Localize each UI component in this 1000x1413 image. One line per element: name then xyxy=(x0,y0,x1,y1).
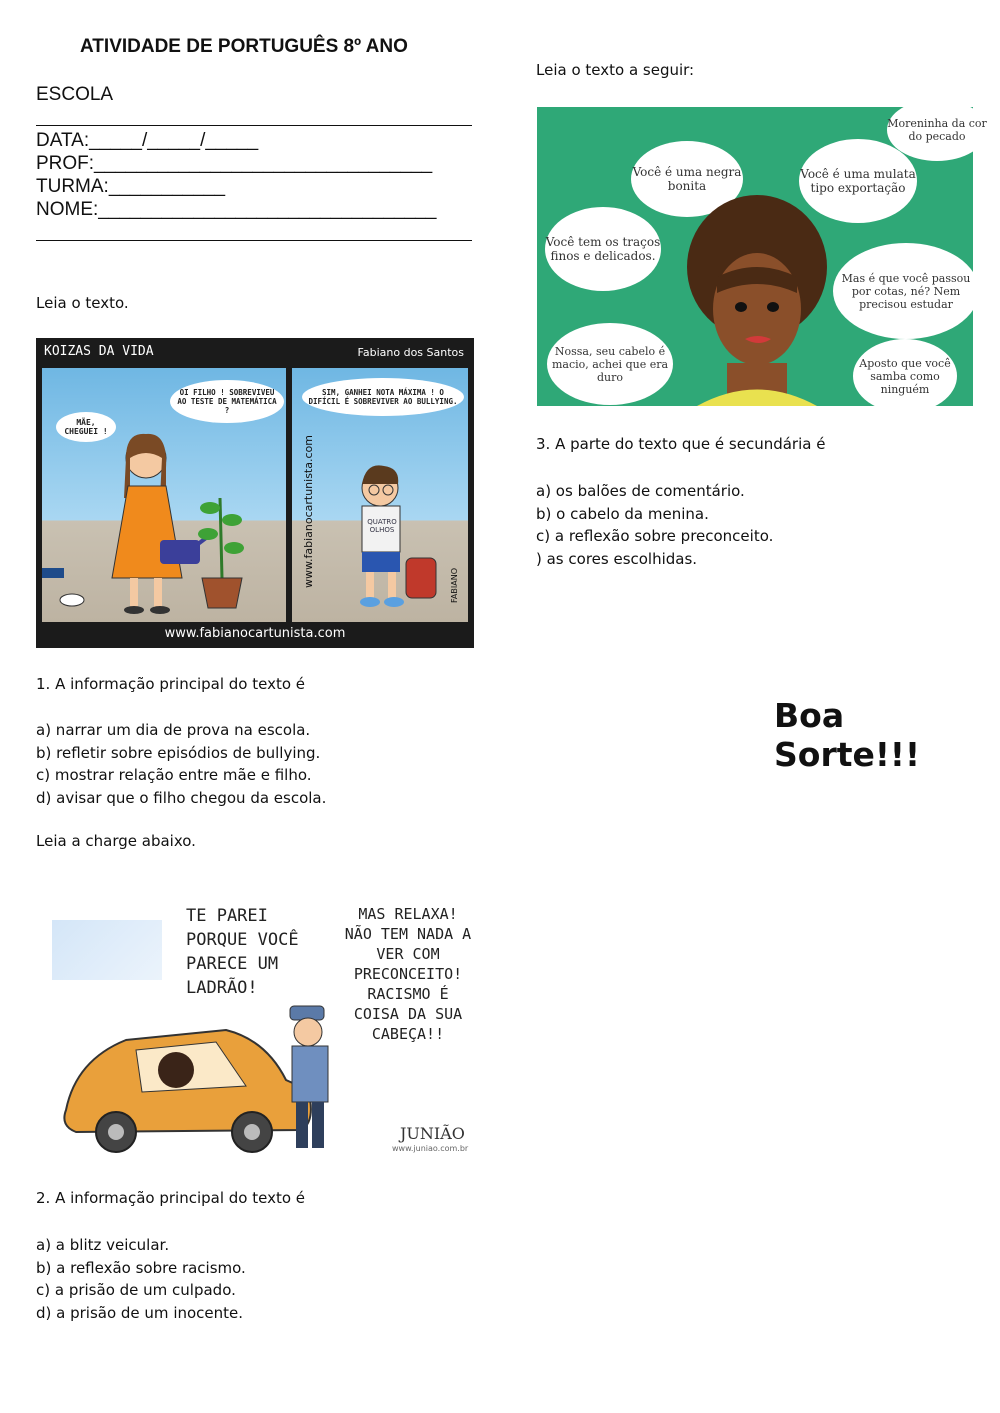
escola-line xyxy=(36,125,472,126)
question-1: 1. A informação principal do texto é xyxy=(36,675,306,693)
q3-option-c[interactable]: c) a reflexão sobre preconceito. xyxy=(536,527,774,545)
data-field[interactable]: DATA:_____/_____/_____ xyxy=(36,130,259,151)
prof-field[interactable]: PROF:________________________________ xyxy=(36,153,433,174)
oi-filho-bubble: OI FILHO ! SOBREVIVEU AO TESTE DE MATEMÁTICA ? xyxy=(170,380,284,423)
officer-speech-1: TE PAREI PORQUE VOCÊ PARECE UM LADRÃO! xyxy=(186,906,299,998)
extra-line xyxy=(36,240,472,241)
comic-side-url: www.fabianocartunista.com xyxy=(302,435,315,588)
shirt-text: QUATRO OLHOS xyxy=(367,518,397,534)
question-2-options xyxy=(36,1234,246,1324)
comic-strip xyxy=(36,338,474,648)
comment-bubble-5: Mas é que você passou por cotas, né? Nem precisou estudar xyxy=(833,243,979,339)
comic-author: Fabiano dos Santos xyxy=(357,346,464,359)
q2-option-d[interactable]: d) a prisão de um inocente. xyxy=(36,1303,244,1322)
q1-option-c[interactable]: c) mostrar relação entre mãe e filho. xyxy=(36,766,312,784)
question-2: 2. A informação principal do texto é xyxy=(36,1189,306,1207)
sim-bubble: SIM, GANHEI NOTA MÁXIMA ! O DIFÍCIL É SOBREVIVER AO BULLYING. xyxy=(302,378,464,416)
q1-option-d[interactable]: d) avisar que o filho chegou da escola. xyxy=(36,788,327,807)
car-and-officer-illustration xyxy=(46,1000,386,1160)
q2-option-c[interactable]: c) a prisão de um culpado. xyxy=(36,1281,236,1299)
q3-option-b[interactable]: b) o cabelo da menina. xyxy=(536,504,709,523)
cartoon-signature: JUNIÃO xyxy=(400,1124,465,1143)
cartoon-site: www.juniao.com.br xyxy=(392,1144,469,1153)
section3-intro: Leia o texto a seguir: xyxy=(536,61,695,79)
q1-option-a[interactable]: a) narrar um dia de prova na escola. xyxy=(36,721,311,739)
q2-option-b[interactable]: b) a reflexão sobre racismo. xyxy=(36,1258,246,1277)
comment-bubble-1: Moreninha da cor do pecado xyxy=(887,99,987,161)
comic-panel-1 xyxy=(42,368,286,622)
comment-bubble-3: Você é uma mulata tipo exportação xyxy=(799,139,917,223)
mae-chegou-bubble: MÃE, CHEGUEI ! xyxy=(56,412,116,442)
comment-bubble-7: Aposto que você samba como ninguém xyxy=(853,339,957,413)
q3-option-d[interactable]: ) as cores escolhidas. xyxy=(536,549,698,568)
q1-option-b[interactable]: b) refletir sobre episódios de bullying. xyxy=(36,743,321,762)
comment-bubble-4: Você tem os traços finos e delicados. xyxy=(545,207,661,291)
officer-speech-2: MAS RELAXA! NÃO TEM NADA A VER COM PRECONCEITO! RACISMO É COISA DA SUA CABEÇA!! xyxy=(344,905,472,1043)
nome-field[interactable]: NOME:________________________________ xyxy=(36,199,437,220)
comic-footer-url: www.fabianocartunista.com xyxy=(164,626,346,641)
comic-panel-2 xyxy=(292,368,468,622)
comment-bubble-2: Você é uma negra bonita xyxy=(631,141,743,217)
q2-option-a[interactable]: a) a blitz veicular. xyxy=(36,1236,170,1254)
police-cartoon xyxy=(46,890,474,1162)
question-3: 3. A parte do texto que é secundária é xyxy=(536,435,826,453)
girl-illustration xyxy=(677,177,837,406)
section2-intro: Leia a charge abaixo. xyxy=(36,832,196,850)
q3-option-a[interactable]: a) os balões de comentário. xyxy=(536,482,745,500)
page-title: ATIVIDADE DE PORTUGUÊS 8º ANO xyxy=(80,36,408,57)
turma-field[interactable]: TURMA:___________ xyxy=(36,176,226,197)
question-3-options xyxy=(536,480,773,570)
escola-label: ESCOLA xyxy=(36,84,114,105)
cartoon-background xyxy=(52,920,162,980)
comic-signature: FABIANO xyxy=(450,568,459,603)
section1-intro: Leia o texto. xyxy=(36,294,129,312)
comment-bubble-6: Nossa, seu cabelo é macio, achei que era duro xyxy=(547,323,673,405)
prejudice-image xyxy=(537,107,987,406)
good-luck-text: Boa Sorte!!! xyxy=(774,696,921,774)
comic-title: KOIZAS DA VIDA xyxy=(44,344,154,359)
question-1-options xyxy=(36,719,326,809)
mother-plant-illustration xyxy=(42,428,286,622)
